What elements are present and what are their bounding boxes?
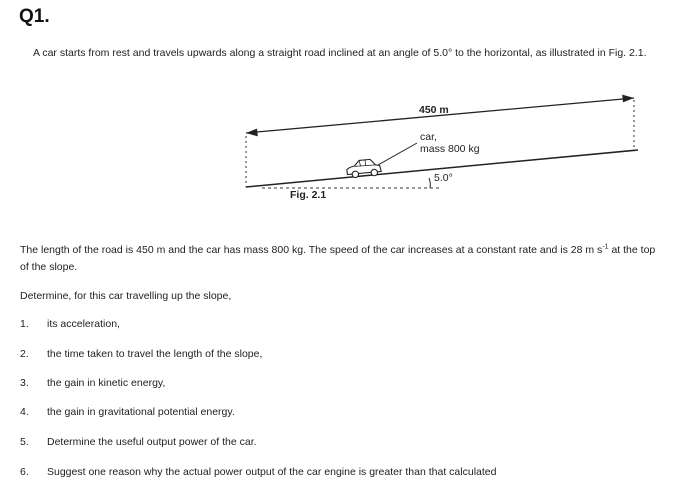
car-leader-line bbox=[378, 143, 417, 165]
figure-2-1 bbox=[0, 0, 700, 230]
sub-question-number: 1. bbox=[20, 318, 29, 330]
sub-question-6 bbox=[20, 466, 496, 478]
sub-question-4 bbox=[20, 406, 235, 418]
question-number: Q1. bbox=[19, 6, 50, 27]
sub-question-number: 3. bbox=[20, 377, 29, 389]
problem-paragraph bbox=[20, 242, 660, 276]
sub-question-number: 6. bbox=[20, 466, 29, 478]
sub-question-text: Determine the useful output power of the car. bbox=[47, 436, 257, 448]
sub-question-3 bbox=[20, 377, 165, 389]
sub-question-number: 5. bbox=[20, 436, 29, 448]
car-label-line1: car, bbox=[420, 131, 437, 143]
sub-question-text: Suggest one reason why the actual power output of the car engine is greater than that calculated bbox=[47, 466, 497, 478]
sub-question-text: the gain in gravitational potential energy. bbox=[47, 406, 235, 418]
length-arrow-right-head bbox=[622, 95, 634, 103]
sub-question-text: the gain in kinetic energy, bbox=[47, 377, 166, 389]
length-label: 450 m bbox=[419, 104, 449, 116]
sub-question-2 bbox=[20, 348, 262, 360]
sub-question-text: the time taken to travel the length of the slope, bbox=[47, 348, 263, 360]
paragraph-part1: The length of the road is 450 m and the car has mass 800 kg. The speed of the car increases at a constant rate and is 28 m s bbox=[20, 244, 603, 256]
paragraph-superscript: -1 bbox=[602, 243, 609, 251]
paragraph-part2: at the top of the slope. bbox=[20, 244, 656, 273]
sub-question-1 bbox=[20, 318, 120, 330]
question-intro: A car starts from rest and travels upwards along a straight road inclined at an angle of 5.0° to the horizontal, as illustrated in Fig. 2.1. bbox=[33, 47, 647, 59]
determine-instruction: Determine, for this car travelling up the slope, bbox=[20, 290, 232, 302]
angle-label: 5.0° bbox=[434, 172, 453, 184]
sub-question-text: its acceleration, bbox=[47, 318, 120, 330]
sub-question-number: 4. bbox=[20, 406, 29, 418]
sub-question-5 bbox=[20, 436, 257, 448]
length-arrow-left-head bbox=[246, 129, 258, 137]
angle-arc bbox=[429, 178, 430, 188]
car-label-line2: mass 800 kg bbox=[420, 143, 480, 155]
figure-caption: Fig. 2.1 bbox=[290, 189, 327, 201]
sub-question-number: 2. bbox=[20, 348, 29, 360]
